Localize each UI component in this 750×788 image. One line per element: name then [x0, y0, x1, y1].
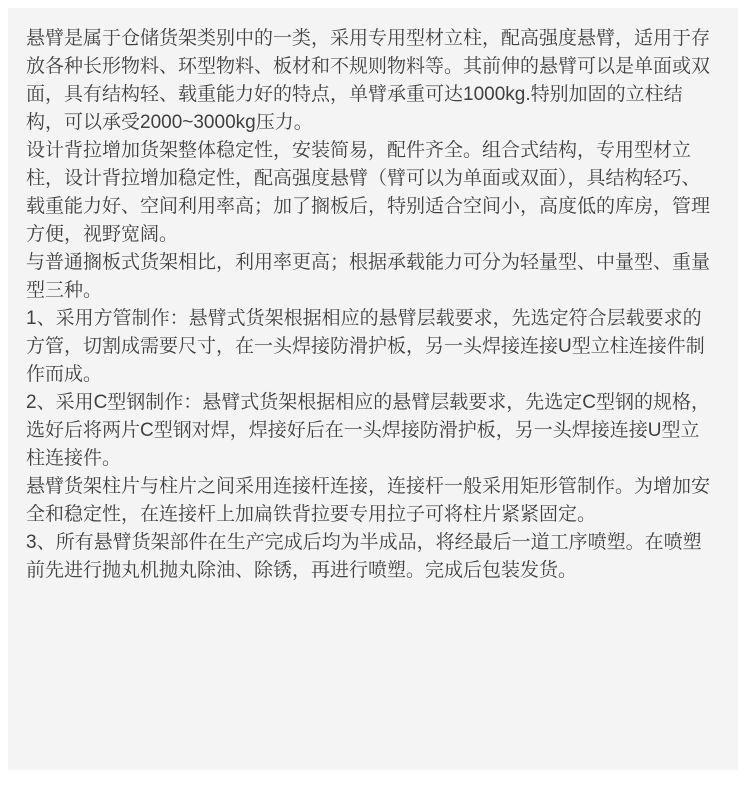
article-content — [8, 8, 738, 770]
paragraph-connecting-rod: 悬臂货架柱片与柱片之间采用连接杆连接，连接杆一般采用矩形管制作。为增加安全和稳定性，在连接杆上加扁铁背拉要专用拉子可将柱片紧紧固定。 — [26, 476, 711, 525]
paragraph-design: 设计背拉增加货架整体稳定性，安装简易，配件齐全。组合式结构，专用型材立柱，设计背拉增加稳定性，配高强度悬臂（臂可以为单面或双面），具结构轻巧、载重能力好、空间利用率高；加了搁板后，特别适合空间小，高度低的库房，管理方便，视野宽阔。 — [26, 140, 711, 245]
paragraph-item-1-square-tube: 1、采用方管制作：悬臂式货架根据相应的悬臂层载要求，先选定符合层载要求的方管，切割成需要尺寸，在一头焊接防滑护板，另一头焊接连接U型立柱连接件制作而成。 — [26, 308, 705, 385]
paragraph-item-3-spray-coating: 3、所有悬臂货架部件在生产完成后均为半成品，将经最后一道工序喷塑。在喷塑前先进行抛丸机抛丸除油、除锈，再进行喷塑。完成后包装发货。 — [26, 532, 702, 581]
paragraph-comparison: 与普通搁板式货架相比，利用率更高；根据承载能力可分为轻量型、中量型、重量型三种。 — [26, 252, 711, 301]
paragraph-item-2-c-steel: 2、采用C型钢制作：悬臂式货架根据相应的悬臂层载要求，先选定C型钢的规格，选好后将两片C型钢对焊，焊接好后在一头焊接防滑护板，另一头焊接连接U型立柱连接件。 — [26, 392, 711, 469]
paragraph-intro: 悬臂是属于仓储货架类别中的一类，采用专用型材立柱，配高强度悬臂，适用于存放各种长形物料、环型物料、板材和不规则物料等。其前伸的悬臂可以是单面或双面，具有结构轻、载重能力好的特点，单臂承重可达1000kg.特别加固的立柱结构，可以承受2000~3000kg压力。 — [26, 28, 711, 133]
